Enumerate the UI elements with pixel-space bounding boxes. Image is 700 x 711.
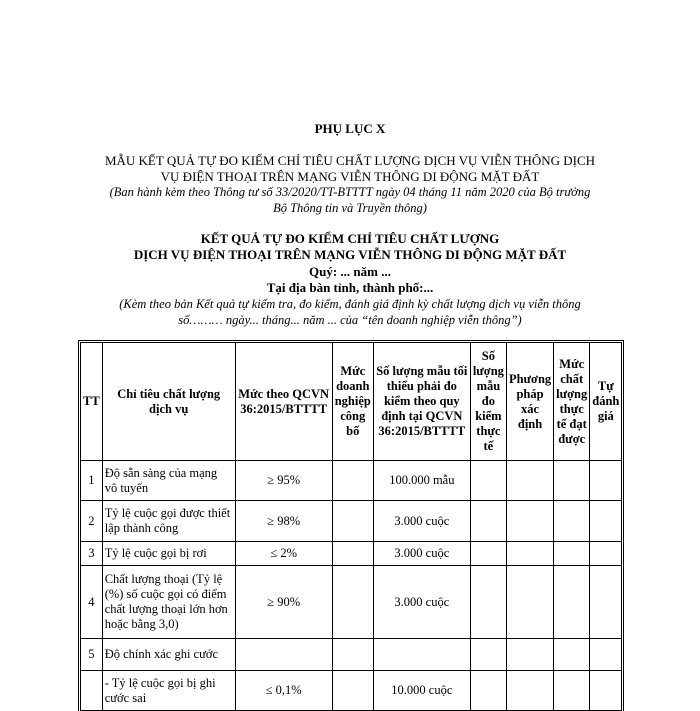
table-row (81, 671, 622, 711)
header-cell: Mức doanh nghiệp công bố (332, 343, 373, 461)
declared-level (332, 501, 373, 542)
method (506, 566, 553, 639)
method (506, 501, 553, 542)
report-title (60, 231, 640, 263)
issuance-note (60, 184, 640, 216)
self-assessment (590, 566, 622, 639)
report-note (60, 296, 640, 328)
header-cell: Chỉ tiêu chất lượng dịch vụ (102, 343, 235, 461)
method (506, 671, 553, 711)
header-cell: Mức chất lượng thực tế đạt được (554, 343, 590, 461)
declared-level (332, 566, 373, 639)
header-cell: Tự đánh giá (590, 343, 622, 461)
qcvn-level (235, 639, 332, 671)
form-title-line-2: VỤ ĐIỆN THOẠI TRÊN MẠNG VIỄN THÔNG DI ĐỘNG MẶT ĐẤT (160, 169, 540, 184)
report-title-line-2: DỊCH VỤ ĐIỆN THOẠI TRÊN MẠNG VIỄN THÔNG DI ĐỘNG MẶT ĐẤT (133, 247, 567, 262)
report-note-line-1: (Kèm theo bản Kết quả tự kiểm tra, đo kiểm, đánh giá định kỳ chất lượng dịch vụ viễn thông (119, 297, 581, 311)
actual-level (554, 566, 590, 639)
qcvn-level: ≤ 2% (235, 542, 332, 566)
report-note-line-2: số……… ngày... tháng... năm ... của “tên doanh nghiệp viễn thông”) (178, 313, 522, 327)
method (506, 639, 553, 671)
table-row (81, 639, 622, 671)
table-row (81, 501, 622, 542)
min-samples (373, 639, 470, 671)
row-number (81, 671, 103, 711)
actual-samples (470, 501, 506, 542)
indicator-name: Độ chính xác ghi cước (102, 639, 235, 671)
declared-level (332, 639, 373, 671)
min-samples: 100.000 mẫu (373, 461, 470, 501)
form-title-line-1: MẪU KẾT QUẢ TỰ ĐO KIỂM CHỈ TIÊU CHẤT LƯỢNG DỊCH VỤ VIỄN THÔNG DỊCH (104, 153, 596, 168)
report-title-line-1: KẾT QUẢ TỰ ĐO KIỂM CHỈ TIÊU CHẤT LƯỢNG (200, 231, 500, 246)
row-number: 1 (81, 461, 103, 501)
actual-samples (470, 671, 506, 711)
min-samples: 10.000 cuộc (373, 671, 470, 711)
self-assessment (590, 671, 622, 711)
self-assessment (590, 542, 622, 566)
qcvn-level: ≥ 98% (235, 501, 332, 542)
issuance-note-line-1: (Ban hành kèm theo Thông tư số 33/2020/TT-BTTTT ngày 04 tháng 11 năm 2020 của Bộ trưởng (109, 185, 591, 199)
table-row (81, 461, 622, 501)
qcvn-level: ≥ 95% (235, 461, 332, 501)
indicator-name: Tỷ lệ cuộc gọi được thiết lập thành công (102, 501, 235, 542)
table-row (81, 542, 622, 566)
form-title (60, 153, 640, 185)
self-assessment (590, 461, 622, 501)
actual-samples (470, 461, 506, 501)
report-quarter: Quý: ... năm ... (309, 264, 391, 279)
actual-level (554, 671, 590, 711)
method (506, 461, 553, 501)
self-assessment (590, 501, 622, 542)
qcvn-level: ≥ 90% (235, 566, 332, 639)
declared-level (332, 671, 373, 711)
self-assessment (590, 639, 622, 671)
method (506, 542, 553, 566)
header-cell: Phương pháp xác định (506, 343, 553, 461)
declared-level (332, 542, 373, 566)
issuance-note-line-2: Bộ Thông tin và Truyền thông) (273, 201, 427, 215)
appendix-title: PHỤ LỤC X (314, 121, 386, 136)
actual-samples (470, 542, 506, 566)
quality-results-table (80, 342, 622, 711)
min-samples: 3.000 cuộc (373, 542, 470, 566)
indicator-name: Tỷ lệ cuộc gọi bị rơi (102, 542, 235, 566)
actual-level (554, 639, 590, 671)
header-cell: Số lượng mẫu tối thiểu phải đo kiểm theo quy định tại QCVN 36:2015/BTTTT (373, 343, 470, 461)
qcvn-level: ≤ 0,1% (235, 671, 332, 711)
header-cell: Số lượng mẫu đo kiểm thực tế (470, 343, 506, 461)
min-samples: 3.000 cuộc (373, 501, 470, 542)
indicator-name: - Tỷ lệ cuộc gọi bị ghi cước sai (102, 671, 235, 711)
actual-level (554, 501, 590, 542)
row-number: 2 (81, 501, 103, 542)
actual-samples (470, 639, 506, 671)
actual-samples (470, 566, 506, 639)
report-location: Tại địa bàn tỉnh, thành phố:... (266, 280, 434, 295)
header-cell: Mức theo QCVN 36:2015/BTTTT (235, 343, 332, 461)
row-number: 3 (81, 542, 103, 566)
table-header-row (81, 343, 622, 461)
min-samples: 3.000 cuộc (373, 566, 470, 639)
row-number: 4 (81, 566, 103, 639)
indicator-name: Độ sẵn sàng của mạng vô tuyến (102, 461, 235, 501)
actual-level (554, 461, 590, 501)
table-row (81, 566, 622, 639)
indicator-name: Chất lượng thoại (Tỷ lệ (%) số cuộc gọi có điểm chất lượng thoại lớn hơn hoặc bằng 3,0) (102, 566, 235, 639)
header-cell: TT (81, 343, 103, 461)
row-number: 5 (81, 639, 103, 671)
declared-level (332, 461, 373, 501)
actual-level (554, 542, 590, 566)
